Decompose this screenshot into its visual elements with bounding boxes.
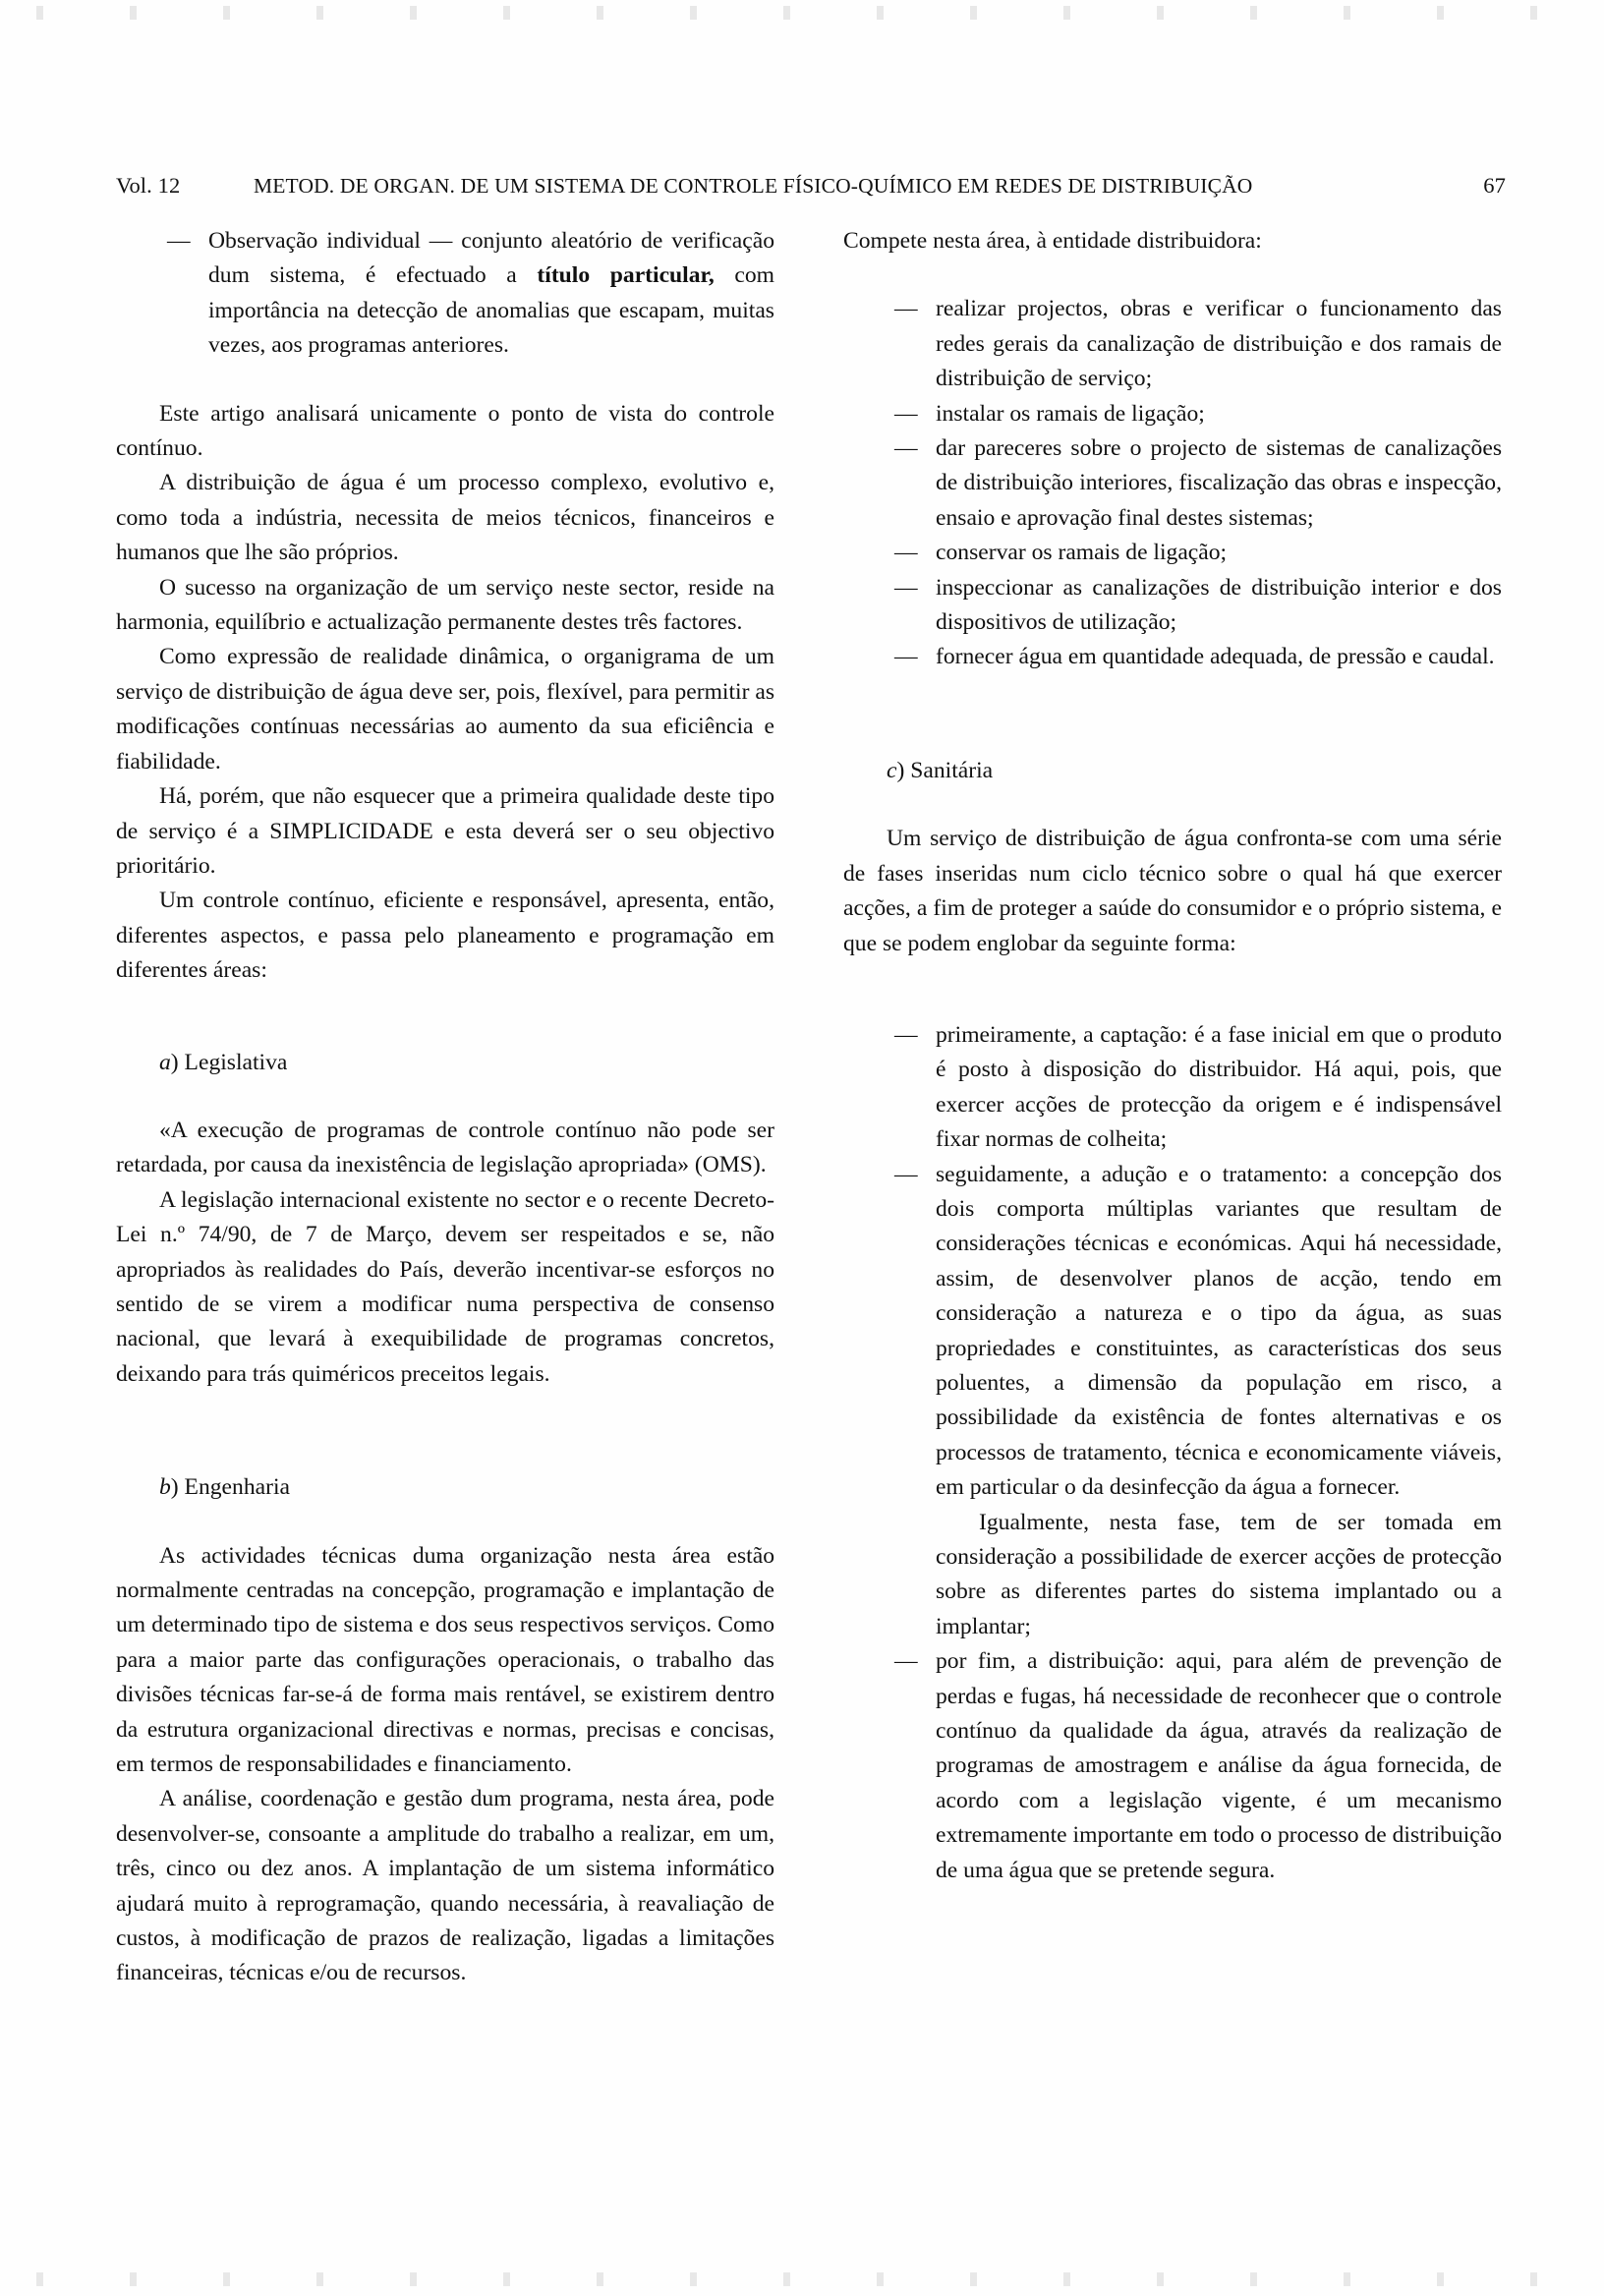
sanitary-phases-list xyxy=(843,1018,1502,1888)
paragraph-simplicidade: Há, porém, que não esquecer que a primeira qualidade deste tipo de serviço é a SIMPLICIDADE e esta deverá ser o seu objectivo prioritário. xyxy=(116,783,774,879)
heading-paren: ) xyxy=(170,1474,179,1501)
paragraph-organigrama: Como expressão de realidade dinâmica, o organigrama de um serviço de distribuição de água deve ser, pois, flexível, para permitir as modificações contínuas necessárias ao aumento da sua eficiência e fiabilidade. xyxy=(116,644,774,775)
dash-marker: — xyxy=(894,1021,918,1048)
dash-marker: — xyxy=(894,540,918,566)
list-item xyxy=(894,1158,1502,1645)
dash-marker: — xyxy=(894,400,918,427)
spacer xyxy=(116,364,774,397)
dash-marker: — xyxy=(894,296,918,322)
list-item xyxy=(894,571,1502,641)
paragraph-este-artigo: Este artigo analisará unicamente o ponto de vista do controle contínuo. xyxy=(116,400,774,462)
spacer xyxy=(116,1506,774,1539)
dash-marker: — xyxy=(894,1648,918,1675)
dash-marker: — xyxy=(894,1161,918,1187)
bullet-text-bold: título particular, xyxy=(537,262,715,289)
dash-marker: — xyxy=(894,435,918,462)
list-item-text: instalar os ramais de ligação; xyxy=(936,400,1205,427)
list-item-text: dar pareceres sobre o projecto de sistemas de canalizações de distribuição interiores, fiscalização das obras e inspecção, ensaio e aprovação final destes sistemas; xyxy=(936,435,1502,531)
paragraph-sucesso: O sucesso na organização de um serviço neste sector, reside na harmonia, equilíbrio e actualização permanente destes três factores. xyxy=(116,574,774,636)
heading-paren: ) xyxy=(896,757,905,783)
scan-artifact-top xyxy=(0,6,1604,20)
list-item-text: primeiramente, a captação: é a fase inicial em que o produto é posto à disposição do distribuidor. Há aqui, pois, que exercer acções de protecção da origem e é indispensável fixar normas de colheita; xyxy=(936,1021,1502,1153)
right-column xyxy=(843,224,1502,1991)
two-column-body xyxy=(116,224,1502,1991)
heading-text: Legislativa xyxy=(178,1049,288,1075)
spacer xyxy=(843,788,1502,822)
dash-marker: — xyxy=(894,574,918,601)
paragraph-actividades: As actividades técnicas duma organização nesta área estão normalmente centradas na concepção, programação e implantação de um determinado tipo de sistema e dos seus respectivos serviços. Como para a maior parte das configurações operacionais, o trabalho das divisões técnicas far-se-á de forma mais rentável, se existirem dentro da estrutura organizacional directivas e normas, precisas e concisas, em termos de responsabilidades e financiamento. xyxy=(116,1542,774,1778)
heading-c-sanitaria xyxy=(843,754,1502,788)
spacer xyxy=(843,961,1502,1018)
spacer xyxy=(116,989,774,1046)
list-item xyxy=(894,640,1502,674)
list-item xyxy=(894,1018,1502,1158)
paragraph-oms-quote: «A execução de programas de controle contínuo não pode ser retardada, por causa da inexistência de legislação apropriada» (OMS). xyxy=(116,1117,774,1178)
paragraph-legislacao: A legislação internacional existente no sector e o recente Decreto-Lei n.º 74/90, de 7 de Março, devem ser respeitados e se, não apropriados às realidades do País, deverão incentivar-se esforços no sentido de se virem a modificar numa perspectiva de consenso nacional, que levará à exequibilidade de programas concretos, deixando para trás quiméricos preceitos legais. xyxy=(116,1186,774,1387)
list-item-text: fornecer água em quantidade adequada, de pressão e caudal. xyxy=(936,644,1495,670)
dash-marker: — xyxy=(167,228,191,254)
list-item xyxy=(894,397,1502,431)
running-head xyxy=(116,173,1506,199)
list-item xyxy=(167,224,774,364)
paragraph-servico-distribuicao: Um serviço de distribuição de água confronta-se com uma série de fases inseridas num ciclo técnico sobre o qual há que exercer acções, a fim de proteger a saúde do consumidor e o próprio sistema, e que se podem englobar da seguinte forma: xyxy=(843,826,1502,956)
heading-text: Engenharia xyxy=(178,1474,290,1501)
list-item xyxy=(894,431,1502,536)
dash-marker: — xyxy=(894,644,918,670)
heading-a-legislativa xyxy=(116,1046,774,1080)
paragraph-compete: Compete nesta área, à entidade distribuidora: xyxy=(843,228,1262,254)
heading-b-engenharia xyxy=(116,1470,774,1505)
spacer xyxy=(843,675,1502,754)
list-item xyxy=(894,1644,1502,1888)
spacer xyxy=(116,1080,774,1114)
paragraph-analise: A análise, coordenação e gestão dum programa, nesta área, pode desenvolver-se, consoante a amplitude do trabalho a realizar, em um, três, cinco ou dez anos. A implantação de um sistema informático ajudará muito à reprogramação, quando necessária, à reavaliação de custos, à modificação de prazos de realização, ligadas a limitações financeiras, técnicas e/ou de recursos. xyxy=(116,1786,774,1986)
list-item-text: por fim, a distribuição: aqui, para além de prevenção de perdas e fugas, há necessidade de reconhecer que o controle contínuo da qualidade da água, através da realização de programas de amostragem e análise da água fornecida, de acordo com a legislação vigente, é um mecanismo extremamente importante em todo o processo de distribuição de uma água que se pretende segura. xyxy=(936,1648,1502,1883)
spacer xyxy=(843,258,1502,292)
volume-label: Vol. 12 xyxy=(116,173,181,198)
heading-letter: a xyxy=(159,1049,171,1075)
list-item xyxy=(894,292,1502,396)
page-number: 67 xyxy=(1483,173,1506,198)
list-item-text: inspeccionar as canalizações de distribuição interior e dos dispositivos de utilização; xyxy=(936,574,1502,636)
heading-letter: b xyxy=(159,1474,171,1501)
paragraph-distribuicao: A distribuição de água é um processo complexo, evolutivo e, como toda a indústria, necessita de meios técnicos, financeiros e humanos que lhe são próprios. xyxy=(116,470,774,566)
spacer xyxy=(116,1392,774,1470)
list-item-subparagraph: Igualmente, nesta fase, tem de ser tomada em consideração a possibilidade de exercer acções de protecção sobre as diferentes partes do sistema implantado ou a implantar; xyxy=(936,1509,1502,1639)
list-item xyxy=(894,536,1502,570)
left-column xyxy=(116,224,774,1991)
list-item-text: realizar projectos, obras e verificar o funcionamento das redes gerais da canalização de distribuição e dos ramais de distribuição de serviço; xyxy=(936,296,1502,392)
paragraph-controle: Um controle contínuo, eficiente e responsável, apresenta, então, diferentes aspectos, e passa pelo planeamento e programação em diferentes áreas: xyxy=(116,888,774,984)
list-item-text: conservar os ramais de ligação; xyxy=(936,540,1228,566)
running-title: METOD. DE ORGAN. DE UM SISTEMA DE CONTROLE FÍSICO-QUÍMICO EM REDES DE DISTRIBUIÇÃO xyxy=(254,174,1253,198)
bullet-text-part2: com importância na detecção de anomalias que escapam, muitas vezes, aos programas anteriores. xyxy=(208,262,774,359)
scan-artifact-bottom xyxy=(0,2272,1604,2286)
bullet-text-part1: Observação individual — conjunto aleatório de verificação dum sistema, é efectuado a xyxy=(208,228,774,289)
heading-text: Sanitária xyxy=(904,757,994,783)
heading-letter: c xyxy=(887,757,897,783)
observation-bullet-list xyxy=(116,224,774,364)
list-item-text: seguidamente, a adução e o tratamento: a concepção dos dois comporta múltiplas variantes que resultam de considerações técnicas e económicas. Aqui há necessidade, assim, de desenvolver planos de acção, tendo em consideração a natureza e o tipo da água, as suas propriedades e constituintes, as características dos seus poluentes, a dimensão da população em risco, a possibilidade da existência de fontes alternativas e os processos de tratamento, técnica e economicamente viáveis, em particular o da desinfecção da água a fornecer. xyxy=(936,1161,1502,1501)
engineering-duties-list xyxy=(843,292,1502,674)
heading-paren: ) xyxy=(170,1049,179,1075)
